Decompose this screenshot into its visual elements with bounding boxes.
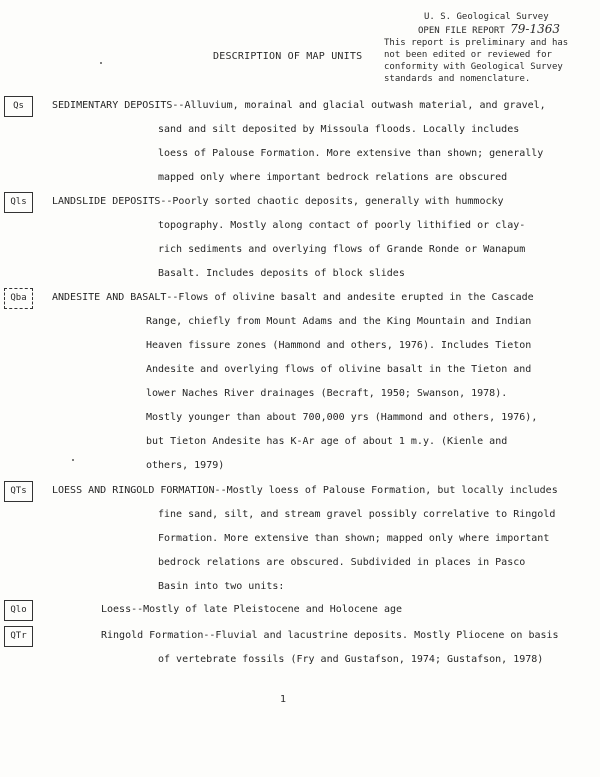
scan-speck [100, 62, 102, 64]
unit-qts-line-1: LOESS AND RINGOLD FORMATION--Mostly loess of Palouse Formation, but locally includes [52, 485, 558, 496]
open-file-report-stamp [384, 11, 594, 85]
unit-qts-line-2: fine sand, silt, and stream gravel possibly correlative to Ringold [158, 509, 556, 520]
map-unit-symbol-qls: Qls [4, 192, 33, 213]
unit-qts-line-3: Formation. More extensive than shown; mapped only where important [158, 533, 550, 544]
page-number: 1 [280, 694, 287, 705]
scan-speck [72, 459, 74, 461]
unit-qlo-line-1: Loess--Mostly of late Pleistocene and Holocene age [101, 604, 403, 615]
unit-qs-line-1: SEDIMENTARY DEPOSITS--Alluvium, morainal and glacial outwash material, and gravel, [52, 100, 546, 111]
unit-qba-line-1: ANDESITE AND BASALT--Flows of olivine basalt and andesite erupted in the Cascade [52, 292, 534, 303]
unit-qts-line-4: bedrock relations are obscured. Subdivided in places in Pasco [158, 557, 526, 568]
unit-qba-line-7: but Tieton Andesite has K-Ar age of about 1 m.y. (Kienle and [146, 436, 508, 447]
unit-qls-line-2: topography. Mostly along contact of poorly lithified or clay- [158, 220, 526, 231]
unit-qls-line-3: rich sediments and overlying flows of Grande Ronde or Wanapum [158, 244, 526, 255]
unit-qtr-line-2: of vertebrate fossils (Fry and Gustafson, 1974; Gustafson, 1978) [158, 654, 544, 665]
unit-qls-line-4: Basalt. Includes deposits of block slides [158, 268, 405, 279]
disclaimer-line: not been edited or reviewed for [384, 50, 552, 60]
map-unit-symbol-qtr: QTr [4, 626, 33, 647]
unit-qls-line-1: LANDSLIDE DEPOSITS--Poorly sorted chaotic deposits, generally with hummocky [52, 196, 504, 207]
map-unit-symbol-qs: Qs [4, 96, 33, 117]
map-unit-symbol-qlo: Qlo [4, 600, 33, 621]
unit-qba-line-4: Andesite and overlying flows of olivine basalt in the Tieton and [146, 364, 532, 375]
unit-qs-line-4: mapped only where important bedrock relations are obscured [158, 172, 508, 183]
unit-qba-line-3: Heaven fissure zones (Hammond and others, 1976). Includes Tieton [146, 340, 532, 351]
unit-qts-line-5: Basin into two units: [158, 581, 285, 592]
unit-qba-line-5: lower Naches River drainages (Becraft, 1950; Swanson, 1978). [146, 388, 508, 399]
disclaimer-line: standards and nomenclature. [384, 74, 531, 84]
page-title: DESCRIPTION OF MAP UNITS [213, 51, 363, 62]
disclaimer-line: This report is preliminary and has [384, 38, 569, 48]
disclaimer-line: conformity with Geological Survey [384, 62, 563, 72]
agency-line: U. S. Geological Survey [424, 12, 549, 22]
open-file-report-label: OPEN FILE REPORT [418, 26, 505, 36]
unit-qs-line-2: sand and silt deposited by Missoula floods. Locally includes [158, 124, 520, 135]
unit-qba-line-8: others, 1979) [146, 460, 225, 471]
report-number: 79-1363 [510, 22, 560, 36]
unit-qba-line-6: Mostly younger than about 700,000 yrs (Hammond and others, 1976), [146, 412, 538, 423]
unit-qs-line-3: loess of Palouse Formation. More extensive than shown; generally [158, 148, 544, 159]
map-unit-symbol-qts: QTs [4, 481, 33, 502]
unit-qba-line-2: Range, chiefly from Mount Adams and the King Mountain and Indian [146, 316, 532, 327]
map-unit-symbol-qba: Qba [4, 288, 33, 309]
report-number-line [384, 23, 594, 37]
unit-qtr-line-1: Ringold Formation--Fluvial and lacustrine deposits. Mostly Pliocene on basis [101, 630, 559, 641]
